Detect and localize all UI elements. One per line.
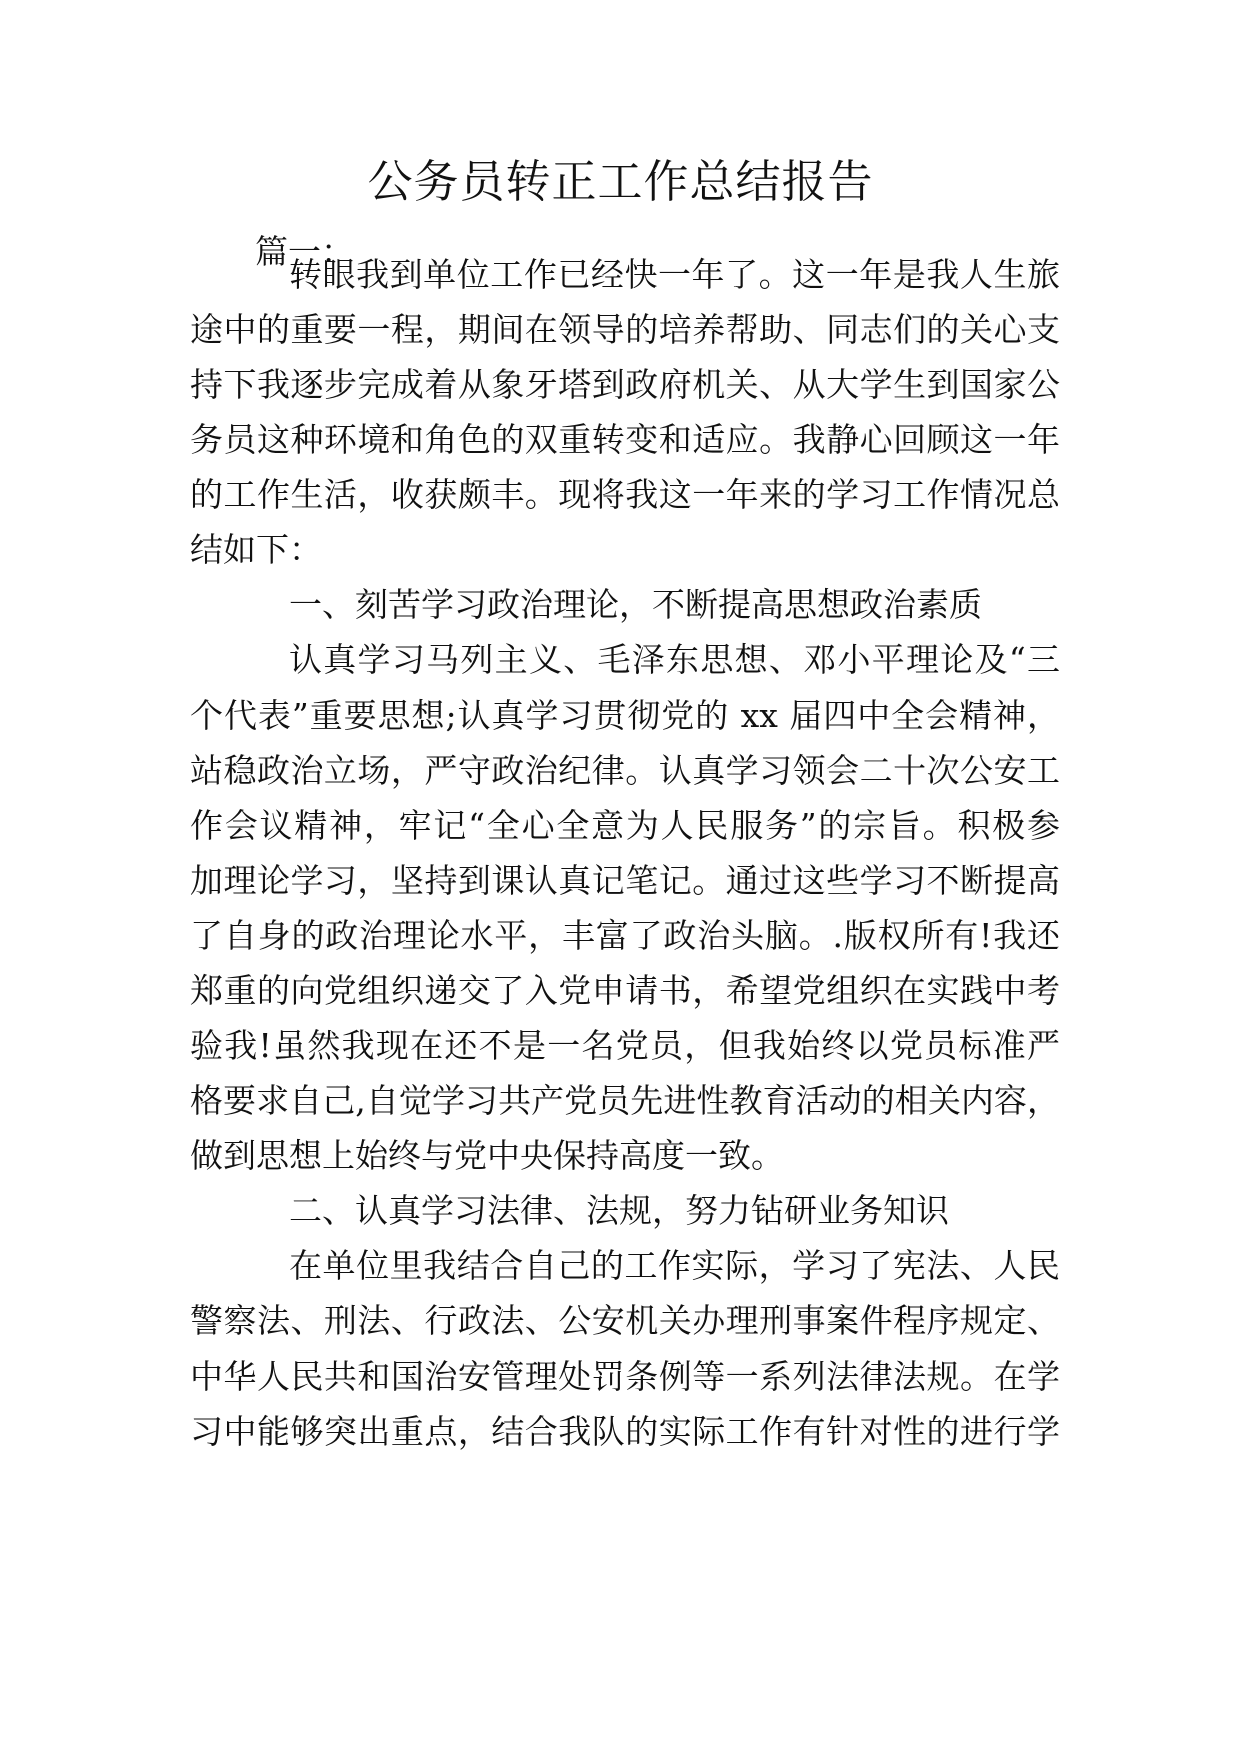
section-heading: 一、刻苦学习政治理论，不断提高思想政治素质 — [289, 585, 982, 624]
document-title: 公务员转正工作总结报告 — [367, 155, 874, 208]
text-line: 务员这种环境和角色的双重转变和适应。我静心回顾这一年 — [190, 420, 1060, 459]
text-line: 中华人民共和国治安管理处罚条例等一系列法律法规。在学 — [190, 1357, 1060, 1396]
chapter-label: 篇一： — [255, 232, 354, 271]
text-line: 格要求自己,自觉学习共产党员先进性教育活动的相关内容， — [190, 1081, 1060, 1120]
text-line: 警察法、刑法、行政法、公安机关办理刑事案件程序规定、 — [190, 1301, 1060, 1340]
text-line: 站稳政治立场，严守政治纪律。认真学习领会二十次公安工 — [190, 751, 1060, 790]
text-line: 的工作生活，收获颇丰。现将我这一年来的学习工作情况总 — [190, 475, 1060, 514]
text-line: 做到思想上始终与党中央保持高度一致。 — [190, 1136, 784, 1175]
text-line: 认真学习马列主义、毛泽东思想、邓小平理论及“三 — [289, 640, 1060, 679]
text-line: 转眼我到单位工作已经快一年了。这一年是我人生旅 — [289, 255, 1060, 294]
text-line: 结如下： — [190, 530, 322, 569]
section-heading: 二、认真学习法律、法规，努力钻研业务知识 — [289, 1191, 949, 1230]
text-line: 加理论学习，坚持到课认真记笔记。通过这些学习不断提高 — [190, 861, 1060, 900]
text-line: 习中能够突出重点，结合我队的实际工作有针对性的进行学 — [190, 1412, 1060, 1451]
text-line: 郑重的向党组织递交了入党申请书，希望党组织在实践中考 — [190, 971, 1060, 1010]
text-line: 持下我逐步完成着从象牙塔到政府机关、从大学生到国家公 — [190, 365, 1060, 404]
text-line: 了自身的政治理论水平，丰富了政治头脑。.版权所有!我还 — [190, 916, 1060, 955]
text-line: 验我!虽然我现在还不是一名党员，但我始终以党员标准严 — [190, 1026, 1060, 1065]
text-line: 在单位里我结合自己的工作实际，学习了宪法、人民 — [289, 1246, 1060, 1285]
text-line: 个代表”重要思想;认真学习贯彻党的 xx 届四中全会精神， — [190, 696, 1060, 735]
text-line: 作会议精神，牢记“全心全意为人民服务”的宗旨。积极参 — [190, 806, 1060, 845]
text-line: 途中的重要一程，期间在领导的培养帮助、同志们的关心支 — [190, 310, 1060, 349]
